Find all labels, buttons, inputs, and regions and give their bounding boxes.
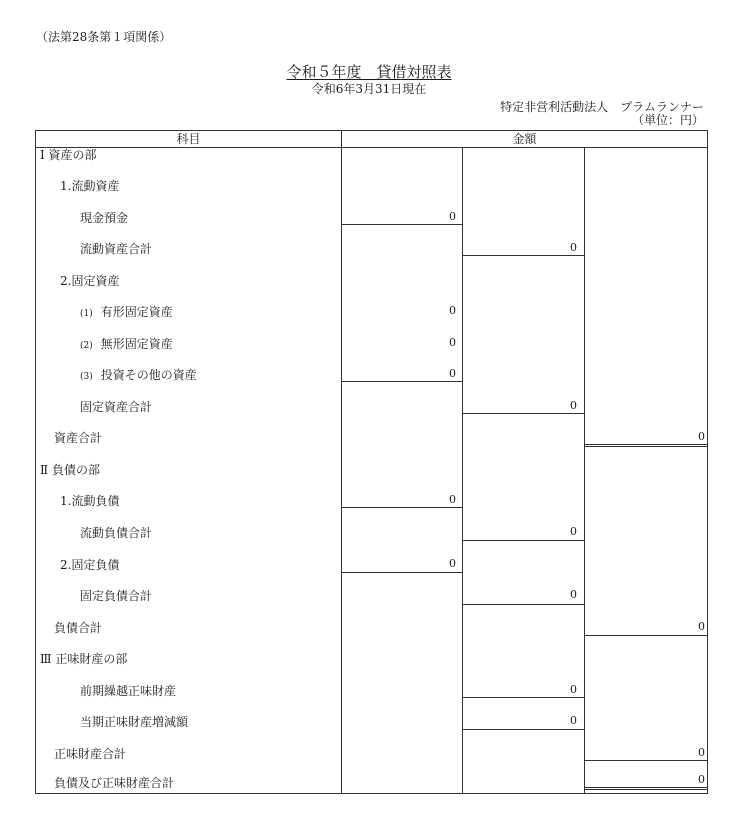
row-investments-other: [80, 368, 197, 384]
rule-c3-grand-a: [584, 787, 707, 788]
value-net-assets-change: 0: [570, 714, 577, 727]
row-cash-deposits: 現金預金: [80, 211, 129, 225]
subsection-current-liab: 1.流動負債: [60, 494, 120, 508]
section-liabilities: Ⅱ 負債の部: [40, 463, 100, 477]
document-title: [0, 63, 738, 81]
rule-c2-fixed-liab: [462, 604, 584, 605]
row-tangible-fixed: [80, 305, 173, 321]
value-investments-other: 0: [449, 367, 456, 380]
value-current-liab-total: 0: [570, 525, 577, 538]
row-fixed-assets-total: 固定資産合計: [80, 400, 153, 414]
item-label: 投資その他の資産: [100, 368, 197, 382]
value-intangible-fixed: 0: [449, 336, 456, 349]
rule-c1-current-liab: [341, 507, 462, 508]
row-fixed-liab-total: 固定負債合計: [80, 589, 153, 603]
rule-c2-net-change: [462, 729, 584, 730]
row-intangible-fixed: [80, 337, 173, 353]
rule-c3-assets-total-a: [584, 444, 707, 445]
value-tangible-fixed: 0: [449, 304, 456, 317]
row-net-assets-change: 当期正味財産増減額: [80, 715, 189, 729]
rule-c3-net-total: [584, 760, 707, 761]
item-number: (2): [80, 341, 93, 351]
unit-label: （単位：円）: [631, 113, 704, 127]
rule-c1-current-assets: [341, 224, 462, 225]
rule-c1-fixed-assets: [341, 381, 462, 382]
item-label: 有形固定資産: [100, 305, 173, 319]
row-prior-net-assets: 前期繰越正味財産: [80, 684, 177, 698]
as-of-date: 令和6年3月31日現在: [311, 82, 427, 96]
value-net-assets-total: 0: [698, 746, 705, 759]
value-current-assets-total: 0: [570, 241, 577, 254]
rule-c3-liab-total: [584, 635, 707, 636]
subsection-fixed-liab: 2.固定負債: [60, 558, 120, 572]
row-current-assets-total: 流動資産合計: [80, 242, 153, 256]
rule-c2-fixed-assets: [462, 413, 584, 414]
divider-item-amount: [341, 131, 342, 793]
value-current-liab: 0: [449, 493, 456, 506]
value-cash-deposits: 0: [449, 210, 456, 223]
table-header: [36, 131, 707, 148]
value-liab-total: 0: [698, 620, 705, 633]
section-net-assets: Ⅲ 正味財産の部: [40, 652, 128, 666]
item-number: (1): [80, 309, 93, 319]
rule-c2-current-assets: [462, 255, 584, 256]
rule-c3-grand-b: [584, 789, 707, 790]
rule-c2-current-liab: [462, 540, 584, 541]
row-net-assets-total: 正味財産合計: [54, 747, 127, 761]
value-liab-and-net-total: 0: [698, 773, 705, 786]
subsection-fixed-assets: 2.固定資産: [60, 274, 120, 288]
item-number: (3): [80, 372, 93, 382]
value-fixed-liab: 0: [449, 557, 456, 570]
law-reference: （法第28条第１項関係）: [36, 30, 172, 44]
row-liab-total: 負債合計: [54, 621, 103, 635]
rule-c1-fixed-liab: [341, 572, 462, 573]
item-label: 無形固定資産: [100, 337, 173, 351]
value-fixed-liab-total: 0: [570, 588, 577, 601]
title-text: 令和５年度 貸借対照表: [286, 63, 452, 81]
organization-name: 特定非営利活動法人 プラムランナー: [500, 100, 704, 114]
row-current-liab-total: 流動負債合計: [80, 526, 153, 540]
subsection-current-assets: 1.流動資産: [60, 179, 120, 193]
rule-c2-prior-net: [462, 697, 584, 698]
row-liab-and-net-total: 負債及び正味財産合計: [54, 776, 175, 790]
header-amount: 金額: [512, 132, 537, 146]
balance-sheet-table: [35, 130, 708, 794]
value-fixed-assets-total: 0: [570, 399, 577, 412]
value-prior-net-assets: 0: [570, 683, 577, 696]
section-assets: Ⅰ 資産の部: [40, 148, 97, 162]
rule-c3-assets-total-b: [584, 446, 707, 447]
header-item: 科目: [176, 132, 201, 146]
value-assets-total: 0: [698, 430, 705, 443]
divider-col2-col3: [584, 147, 585, 793]
row-assets-total: 資産合計: [54, 431, 103, 445]
